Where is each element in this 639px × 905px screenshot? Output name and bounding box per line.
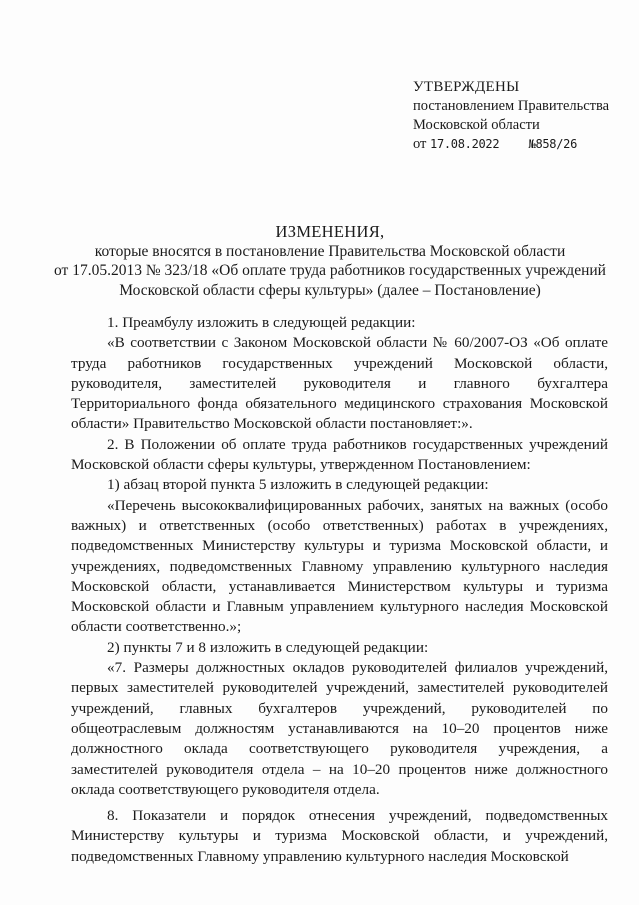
approval-date: 17.08.2022	[430, 137, 500, 151]
title-line-2: которые вносятся в постановление Правительства Московской области	[94, 242, 566, 260]
document-body	[71, 313, 608, 867]
paragraph-2: «В соответствии с Законом Московской области № 60/2007-ОЗ «Об оплате труда работников государственных учреждений Московской области, руководителя, заместителей руководителя и главного бухгалтера Территориального фонда обязательного медицинского страхования Московской области» Правительство Московской области постановляет:».	[71, 334, 608, 433]
approval-line-2: Московской области	[413, 117, 540, 133]
paragraph-5: «Перечень высококвалифицированных рабочих, занятых на важных (особо важных) и ответственных (особо ответственных) работах в учреждениях, подведомственных Министерству культуры и туризма Московской области, и учреждениях, подведомственных Главному управлению культурного наследия Московской области, устанавливается Министерством культуры и туризма Московской области и Главным управлением культурного наследия Московской области соответственно.»;	[71, 496, 608, 636]
approval-date-line	[413, 135, 609, 154]
approval-stamp-block	[413, 78, 609, 154]
approval-number: №858/26	[528, 137, 578, 151]
paragraph-4: 1) абзац второй пункта 5 изложить в следующей редакции:	[107, 476, 489, 494]
title-line-3: от 17.05.2013 № 323/18 «Об оплате труда работников государственных учреждений	[54, 262, 606, 279]
paragraph-3: 2. В Положении об оплате труда работников государственных учреждений Московской области сферы культуры, утвержденном Постановлением:	[71, 435, 608, 474]
document-title	[40, 222, 620, 300]
paragraph-6: 2) пункты 7 и 8 изложить в следующей редакции:	[107, 638, 429, 656]
approval-from-label: от	[413, 136, 427, 152]
title-line-4: Московской области сферы культуры» (далее – Постановление)	[119, 281, 541, 299]
approval-line-1: постановлением Правительства	[413, 98, 610, 114]
title-line-1: ИЗМЕНЕНИЯ,	[275, 222, 385, 241]
paragraph-1: 1. Преамбулу изложить в следующей редакции:	[107, 314, 416, 331]
paragraph-8: 8. Показатели и порядок отнесения учреждений, подведомственных Министерству культуры и туризма Московской области, и учреждений, подведомственных Главному управлению культурного наследия Московской	[71, 807, 608, 865]
paragraph-7: «7. Размеры должностных окладов руководителей филиалов учреждений, первых заместителей руководителей учреждений, заместителей руководителей учреждений, главных бухгалтеров учреждений, руководителей по общеотраслевым должностям устанавливаются на 10–20 процентов ниже должностного оклада соответствующего руководителя учреждения, а заместителей руководителя отдела – на 10–20 процентов ниже должностного оклада соответствующего руководителя отдела.	[71, 659, 608, 798]
approval-heading: УТВЕРЖДЕНЫ	[413, 79, 520, 95]
